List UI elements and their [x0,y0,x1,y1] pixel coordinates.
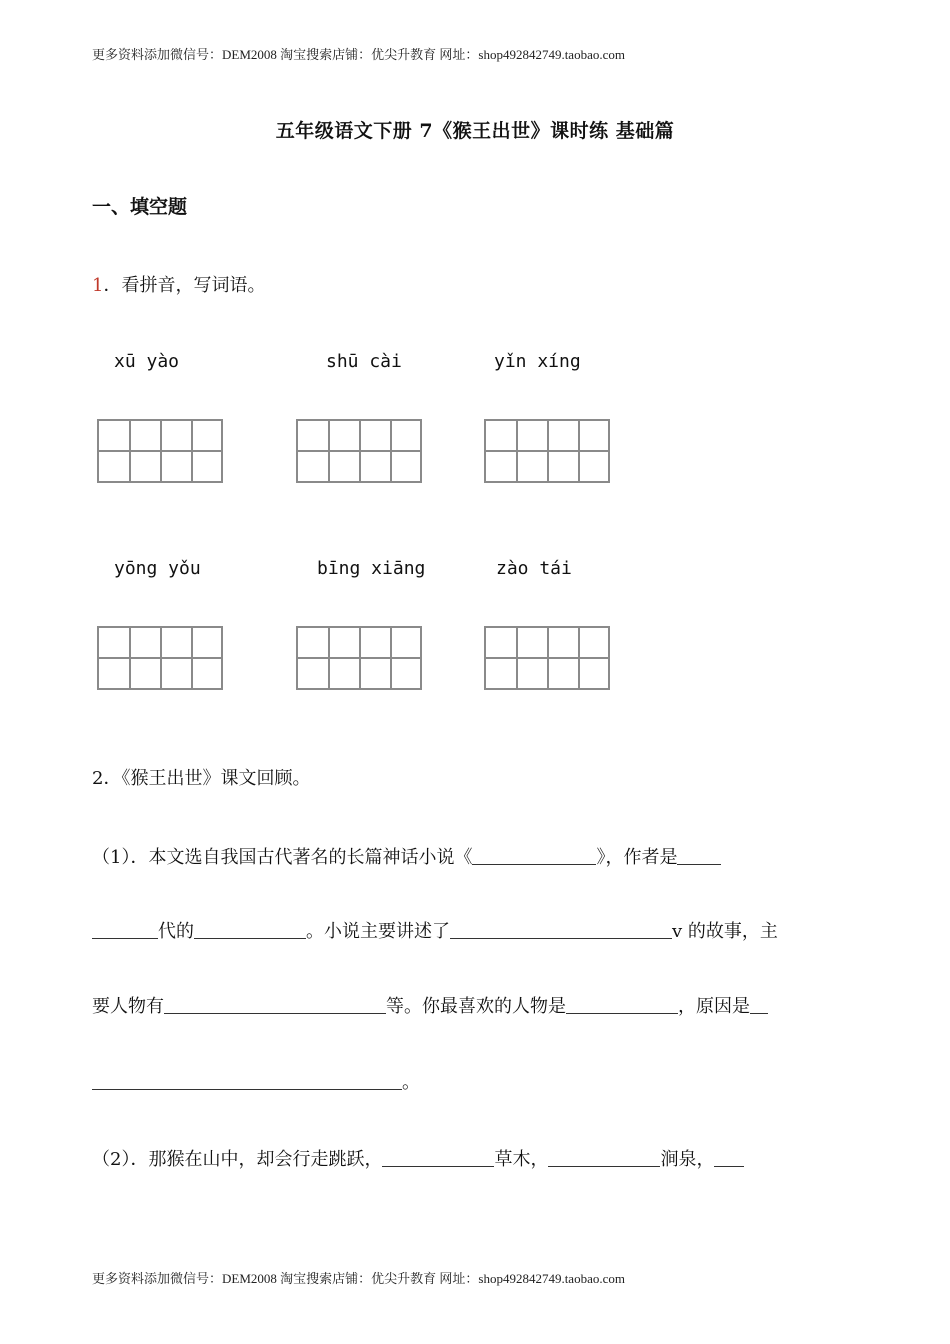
writing-grid[interactable] [296,626,422,690]
question-1 [92,271,265,297]
q2-sub1-line1 [92,843,721,869]
answer-blank[interactable] [92,922,158,939]
pinyin-label: zào tái [496,558,572,579]
answer-blank[interactable] [382,1150,494,1167]
pinyin-label: bīng xiāng [317,558,426,579]
answer-blank[interactable] [194,922,306,939]
writing-grid[interactable] [484,419,610,483]
footer-note: 更多资料添加微信号：DEM2008 淘宝搜索店铺：优尖升教育 网址：shop492842749.taobao.com [92,1271,625,1286]
answer-blank[interactable] [714,1150,744,1167]
writing-grid[interactable] [97,419,223,483]
question-2-title: 2．《猴王出世》课文回顾。 [92,768,311,789]
text-span: 草木， [494,1149,549,1170]
answer-blank[interactable] [677,848,721,865]
writing-grid[interactable] [97,626,223,690]
text-span: ，原因是 [678,996,750,1017]
q2-sub1-line2 [92,917,778,943]
text-span: （2）．那猴在山中，却会行走跳跃， [92,1149,383,1170]
answer-blank[interactable] [566,997,678,1014]
header-note: 更多资料添加微信号：DEM2008 淘宝搜索店铺：优尖升教育 网址：shop492842749.taobao.com [92,47,625,62]
answer-blank[interactable] [450,922,672,939]
text-span: 》，作者是 [596,847,678,868]
text-span: 涧泉， [660,1149,715,1170]
answer-blank[interactable] [164,997,386,1014]
question-1-number: 1 [92,275,104,296]
q2-sub1-line3 [92,992,768,1018]
pinyin-label: shū cài [326,351,402,372]
pinyin-label: yǐn xíng [494,351,581,372]
section-title: 一、填空题 [92,196,188,218]
pinyin-label: yōng yǒu [114,558,201,579]
q2-sub2-line1 [92,1145,744,1171]
page-title: 五年级语文下册 7《猴王出世》课时练 基础篇 [275,120,675,142]
answer-blank[interactable] [750,997,768,1014]
text-span: （1）．本文选自我国古代著名的长篇神话小说《 [92,847,473,868]
answer-blank[interactable] [92,1073,402,1090]
text-span: 。 [402,1072,420,1093]
q2-sub1-line4 [92,1068,420,1094]
text-span: 。小说主要讲述了 [306,921,450,942]
question-1-text: ．看拼音，写词语。 [103,275,266,296]
text-span: 要人物有 [92,996,164,1017]
answer-blank[interactable] [472,848,596,865]
text-span: 代的 [158,921,194,942]
writing-grid[interactable] [296,419,422,483]
writing-grid[interactable] [484,626,610,690]
text-span: 等。你最喜欢的人物是 [386,996,566,1017]
text-span: v 的故事，主 [672,921,778,942]
pinyin-label: xū yào [114,351,180,372]
answer-blank[interactable] [548,1150,660,1167]
